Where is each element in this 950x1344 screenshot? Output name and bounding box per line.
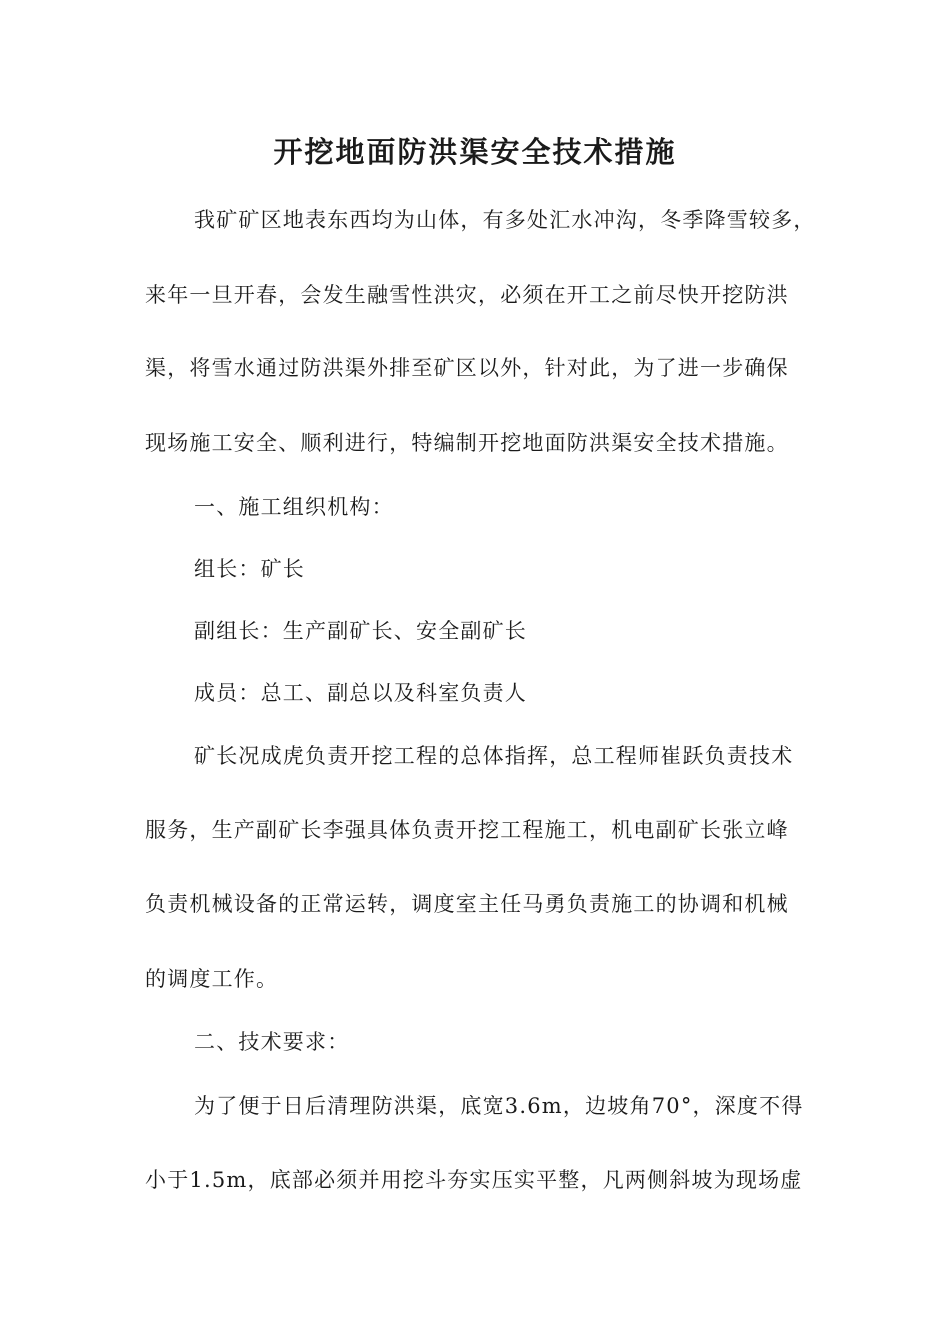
paragraph-line: 渠，将雪水通过防洪渠外排至矿区以外，针对此，为了进一步确保 bbox=[145, 356, 789, 380]
section-heading: 一、施工组织机构： bbox=[194, 495, 394, 519]
paragraph-line: 组长：矿长 bbox=[194, 557, 305, 581]
document-title: 开挖地面防洪渠安全技术措施 bbox=[273, 135, 677, 169]
paragraph-line: 服务，生产副矿长李强具体负责开挖工程施工，机电副矿长张立峰 bbox=[145, 818, 789, 842]
paragraph-line: 我矿矿区地表东西均为山体，有多处汇水冲沟，冬季降雪较多， bbox=[194, 208, 816, 232]
paragraph-line: 副组长：生产副矿长、安全副矿长 bbox=[194, 619, 527, 643]
paragraph-line: 负责机械设备的正常运转，调度室主任马勇负责施工的协调和机械 bbox=[145, 892, 789, 916]
section-heading: 二、技术要求： bbox=[194, 1030, 350, 1054]
paragraph-line: 为了便于日后清理防洪渠，底宽3.6m，边坡角70°，深度不得 bbox=[194, 1094, 804, 1118]
paragraph-line: 来年一旦开春，会发生融雪性洪灾，必须在开工之前尽快开挖防洪 bbox=[145, 283, 789, 307]
paragraph-line: 成员：总工、副总以及科室负责人 bbox=[194, 681, 527, 705]
paragraph-line: 小于1.5m，底部必须并用挖斗夯实压实平整，凡两侧斜坡为现场虚 bbox=[145, 1168, 803, 1192]
paragraph-line: 的调度工作。 bbox=[145, 967, 279, 991]
paragraph-line: 现场施工安全、顺利进行，特编制开挖地面防洪渠安全技术措施。 bbox=[145, 431, 789, 455]
paragraph-line: 矿长况成虎负责开挖工程的总体指挥，总工程师崔跃负责技术 bbox=[194, 744, 794, 768]
